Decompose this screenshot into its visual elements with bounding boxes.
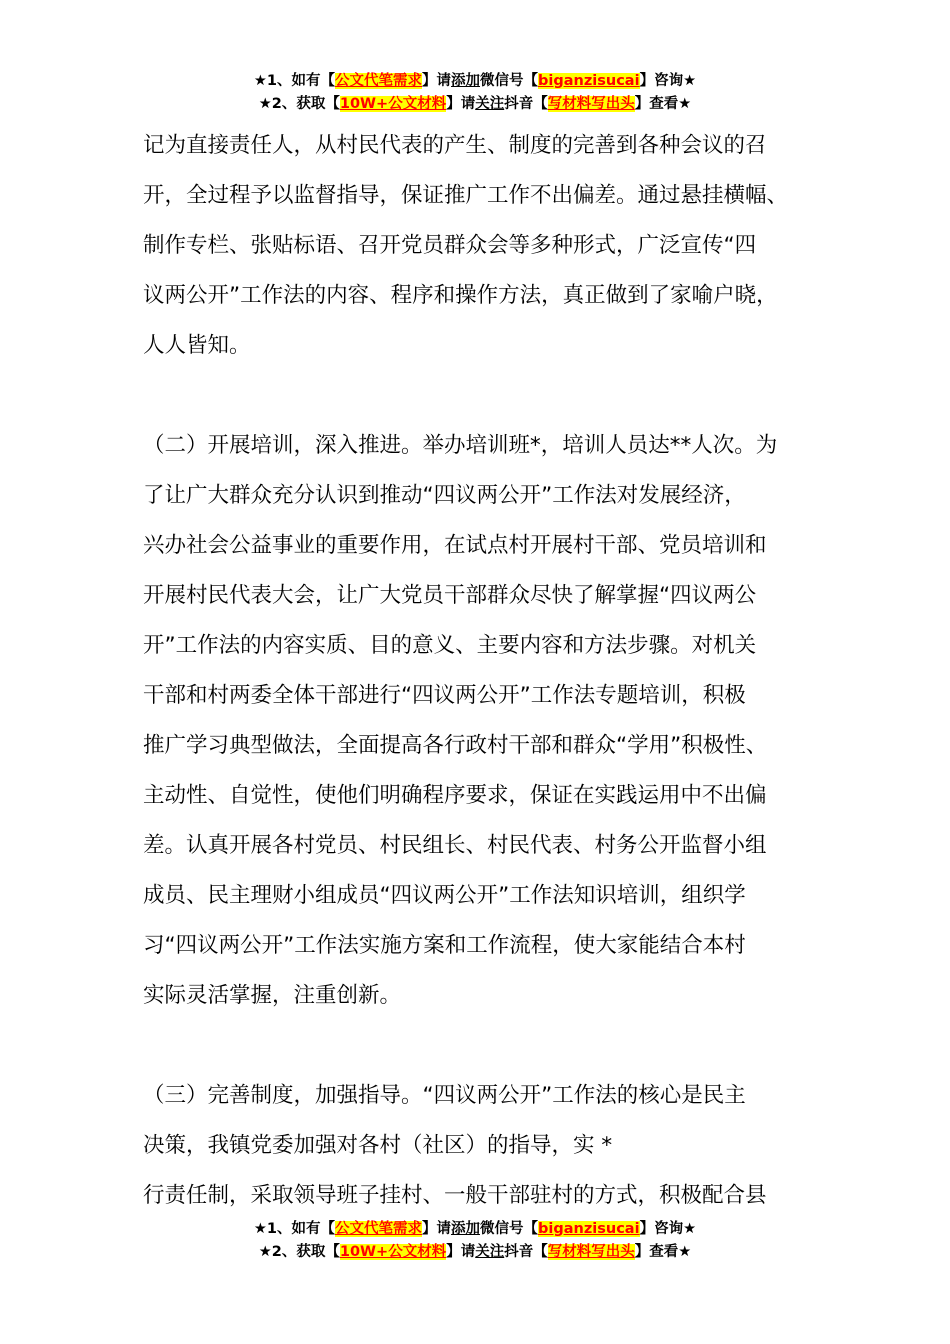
banner-text: 】咨询★ — [639, 1221, 697, 1237]
text-line: 实际灵活掌握，注重创新。 — [143, 983, 402, 1008]
text-line: 制作专栏、张贴标语、召开党员群众会等多种形式，广泛宣传“四 — [143, 233, 757, 258]
banner-highlight: 写材料写出头 — [547, 96, 635, 112]
banner-text: ★2、获取【 — [258, 96, 340, 112]
banner-highlight: 公文代笔需求 — [335, 1221, 423, 1237]
banner-text: 】请 — [422, 1221, 452, 1237]
banner-underlined: 关注 — [475, 1244, 505, 1260]
banner-text: 】请 — [446, 96, 476, 112]
banner-line-2 — [0, 1241, 950, 1264]
banner-line-2 — [0, 93, 950, 116]
banner-underlined: 添加 — [451, 1221, 481, 1237]
banner-text: ★2、获取【 — [258, 1244, 340, 1260]
banner-text: ★1、如有【 — [253, 73, 336, 89]
paragraph-spacer — [143, 371, 833, 421]
text-line: （二）开展培训，深入推进。举办培训班*，培训人员达**人次。为 — [143, 433, 778, 458]
text-line: 习“四议两公开”工作法实施方案和工作流程，使大家能结合本村 — [143, 933, 746, 958]
banner-highlight: 10W+公文材料 — [339, 96, 447, 112]
text-line: 决策，我镇党委加强对各村（社区）的指导，实 * — [143, 1133, 613, 1158]
text-line: 开，全过程予以监督指导，保证推广工作不出偏差。通过悬挂横幅、 — [143, 183, 789, 208]
text-line: 开展村民代表大会，让广大党员干部群众尽快了解掌握“四议两公 — [143, 583, 757, 608]
paragraph-2 — [143, 421, 833, 1021]
paragraph-spacer — [143, 1021, 833, 1071]
banner-text: 】查看★ — [634, 1244, 692, 1260]
banner-text: 】请 — [422, 73, 452, 89]
text-line: 记为直接责任人，从村民代表的产生、制度的完善到各种会议的召 — [143, 133, 767, 158]
text-line: 开”工作法的内容实质、目的意义、主要内容和方法步骤。对机关 — [143, 633, 757, 658]
banner-text: 抖音【 — [504, 96, 548, 112]
banner-text: 抖音【 — [504, 1244, 548, 1260]
banner-text: 】请 — [446, 1244, 476, 1260]
text-line: 行责任制，采取领导班子挂村、一般干部驻村的方式，积极配合县 — [143, 1183, 767, 1208]
header-banner — [0, 70, 950, 116]
banner-highlight: 公文代笔需求 — [335, 73, 423, 89]
banner-line-1 — [0, 1218, 950, 1241]
text-line: 议两公开”工作法的内容、程序和操作方法，真正做到了家喻户晓， — [143, 283, 778, 308]
banner-line-1 — [0, 70, 950, 93]
paragraph-1 — [143, 121, 833, 371]
paragraph-3 — [143, 1071, 833, 1221]
banner-highlight: 10W+公文材料 — [339, 1244, 447, 1260]
text-line: 兴办社会公益事业的重要作用，在试点村开展村干部、党员培训和 — [143, 533, 767, 558]
text-line: 主动性、自觉性，使他们明确程序要求，保证在实践运用中不出偏 — [143, 783, 767, 808]
text-line: 人人皆知。 — [143, 333, 251, 358]
text-line: 差。认真开展各村党员、村民组长、村民代表、村务公开监督小组 — [143, 833, 767, 858]
footer-banner — [0, 1218, 950, 1264]
banner-text: 微信号【 — [480, 1221, 539, 1237]
banner-highlight: 写材料写出头 — [547, 1244, 635, 1260]
text-line: 推广学习典型做法，全面提高各行政村干部和群众“学用”积极性、 — [143, 733, 768, 758]
banner-text: 】查看★ — [634, 96, 692, 112]
text-line: （三）完善制度，加强指导。“四议两公开”工作法的核心是民主 — [143, 1083, 746, 1108]
document-body — [143, 121, 833, 1221]
banner-underlined: 关注 — [475, 96, 505, 112]
text-line: 成员、民主理财小组成员“四议两公开”工作法知识培训，组织学 — [143, 883, 746, 908]
text-line: 了让广大群众充分认识到推动“四议两公开”工作法对发展经济， — [143, 483, 746, 508]
banner-text: 微信号【 — [480, 73, 539, 89]
banner-text: 】咨询★ — [639, 73, 697, 89]
text-line: 干部和村两委全体干部进行“四议两公开”工作法专题培训，积极 — [143, 683, 746, 708]
banner-text: ★1、如有【 — [253, 1221, 336, 1237]
banner-highlight: biganzisucai — [538, 73, 640, 89]
banner-underlined: 添加 — [451, 73, 481, 89]
banner-highlight: biganzisucai — [538, 1221, 640, 1237]
